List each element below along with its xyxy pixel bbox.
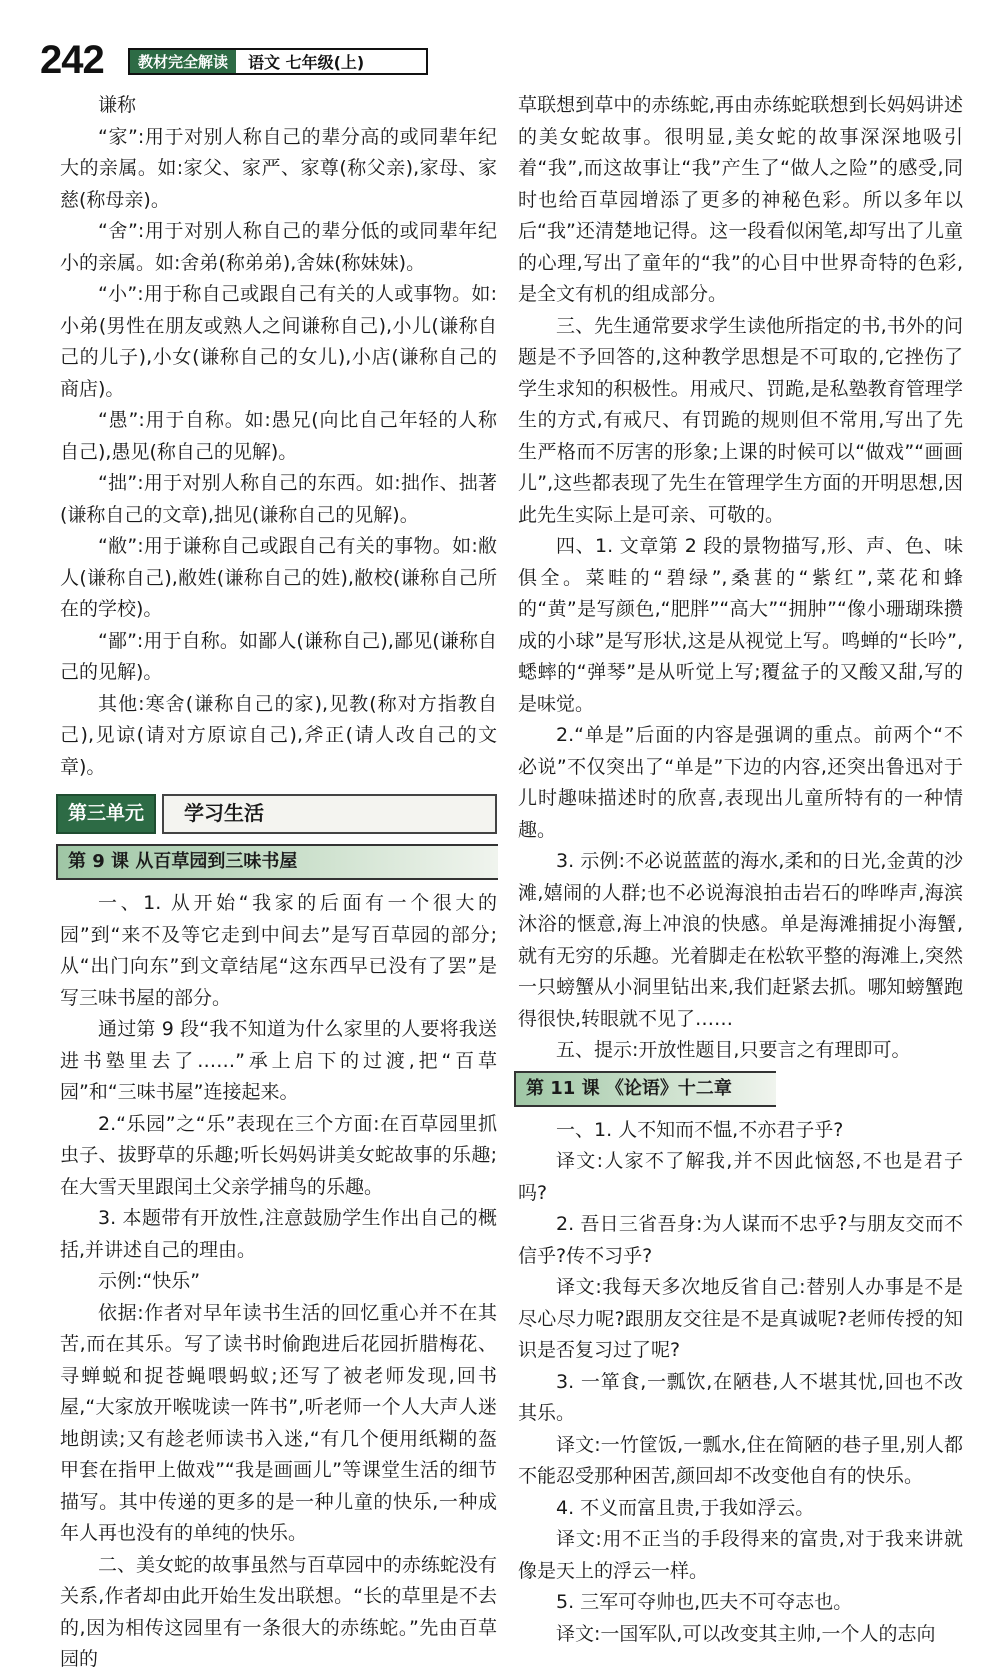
paragraph: 四、1. 文章第 2 段的景物描写,形、声、色、味俱全。菜畦的“碧绿”,桑葚的“紫红”,菜花和蜂的“黄”是写颜色,“肥胖”“高大”“拥肿”“像小珊瑚珠攒成的小球”是写形状,这是从视觉上写。鸣蝉的“长吟”,蟋蟀的“弹琴”是从听觉上写;覆盆子的又酸又甜,写的是味觉。 xyxy=(518,535,963,715)
paragraph: 依据:作者对早年读书生活的回忆重心并不在其苦,而在其乐。写了读书时偷跑进后花园折腊梅花、寻蝉蜕和捉苍蝇喂蚂蚁;还写了被老师发现,回书屋,“大家放开喉咙读一阵书”,听老师一个人大声人迷地朗读;又有趁老师读书入迷,“有几个便用纸糊的盔甲套在指甲上做戏”“我是画画儿”等课堂生活的细节描写。其中传递的更多的是一种儿童的快乐,一种成年人再也没有的单纯的快乐。 xyxy=(60,1301,497,1544)
paragraph: 一、1. 从开始“我家的后面有一个很大的园”到“来不及等它走到中间去”是写百草园的部分;从“出门向东”到文章结尾“这东西早已没有了罢”是写三味书屋的部分。 xyxy=(60,892,497,1009)
paragraph: 5. 三军可夺帅也,匹夫不可夺志也。 xyxy=(556,1591,853,1613)
paragraph: 三、先生通常要求学生读他所指定的书,书外的问题是不予回答的,这种教学思想是不可取的,它挫伤了学生求知的积极性。用戒尺、罚跪,是私塾教育管理学生的方式,有戒尺、有罚跪的规则但不常用,写出了先生严格而不厉害的形象;上课的时候可以“做戏”“画画儿”,这些都表现了先生在管理学生方面的开明思想,因此先生实际上是可亲、可敬的。 xyxy=(518,314,963,526)
paragraph: 译文:人家不了解我,并不因此恼怒,不也是君子吗? xyxy=(518,1150,963,1204)
paragraph: 3. 一箪食,一瓢饮,在陋巷,人不堪其忧,回也不改其乐。 xyxy=(518,1370,963,1424)
left-column xyxy=(60,90,497,1676)
lesson-heading: 第 11 课 《论语》十二章 xyxy=(514,1071,776,1107)
paragraph: 3. 示例:不必说蓝蓝的海水,柔和的日光,金黄的沙滩,嬉闹的人群;也不必说海浪拍击岩石的哗哗声,海滨沐浴的惬意,海上冲浪的快感。单是海滩捕捉小海蟹,就有无穷的乐趣。光着脚走在松软平整的海滩上,突然一只螃蟹从小洞里钻出来,我们赶紧去抓。哪知螃蟹跑得很快,转眼就不见了…… xyxy=(518,850,963,1030)
paragraph: “鄙”:用于自称。如鄙人(谦称自己),鄙见(谦称自己的见解)。 xyxy=(60,629,497,683)
paragraph: 示例:“快乐” xyxy=(98,1270,201,1292)
unit-banner xyxy=(56,794,497,834)
paragraph: “舍”:用于对别人称自己的辈分低的或同辈年纪小的亲属。如:舍弟(称弟弟),舍妹(称妹妹)。 xyxy=(60,220,497,274)
unit-tag: 第三单元 xyxy=(56,794,156,834)
paragraph: 4. 不义而富且贵,于我如浮云。 xyxy=(556,1496,815,1519)
paragraph: 3. 本题带有开放性,注意鼓励学生作出自己的概括,并讲述自己的理由。 xyxy=(60,1207,497,1261)
paragraph: “愚”:用于自称。如:愚兄(向比自己年轻的人称自己),愚见(称自己的见解)。 xyxy=(60,409,497,463)
unit-title: 学习生活 xyxy=(162,794,497,834)
paragraph: 五、提示:开放性题目,只要言之有理即可。 xyxy=(556,1039,911,1061)
paragraph: 译文:用不正当的手段得来的富贵,对于我来讲就像是天上的浮云一样。 xyxy=(518,1528,963,1582)
paragraph: 二、美女蛇的故事虽然与百草园中的赤练蛇没有关系,作者却由此开始生发出联想。“长的草里是不去的,因为相传这园里有一条很大的赤练蛇。”先由百草园的 xyxy=(60,1553,498,1670)
paragraph: “敝”:用于谦称自己或跟自己有关的事物。如:敝人(谦称自己),敝姓(谦称自己的姓),敝校(谦称自己所在的学校)。 xyxy=(60,535,497,620)
paragraph: “拙”:用于对别人称自己的东西。如:拙作、拙著(谦称自己的文章),拙见(谦称自己的见解)。 xyxy=(60,472,497,526)
paragraph: 译文:一国军队,可以改变其主帅,一个人的志向 xyxy=(556,1622,936,1645)
paragraph: 草联想到草中的赤练蛇,再由赤练蛇联想到长妈妈讲述的美女蛇故事。很明显,美女蛇的故事深深地吸引着“我”,而这故事让“我”产生了“做人之险”的感受,同时也给百草园增添了更多的神秘色彩。所以多年以后“我”还清楚地记得。这一段看似闲笔,却写出了儿童的心理,写出了童年的“我”的心目中世界奇特的色彩,是全文有机的组成部分。 xyxy=(518,94,963,305)
paragraph: “小”:用于称自己或跟自己有关的人或事物。如:小弟(男性在朋友或熟人之间谦称自己),小儿(谦称自己的儿子),小女(谦称自己的女儿),小店(谦称自己的商店)。 xyxy=(60,283,497,400)
paragraph: 一、1. 人不知而不愠,不亦君子乎? xyxy=(556,1118,844,1141)
paragraph: 其他:寒舍(谦称自己的家),见教(称对方指教自己),见谅(请对方原谅自己),斧正(请人改自己的文章)。 xyxy=(60,692,497,778)
paragraph: 2.“乐园”之“乐”表现在三个方面:在百草园里抓虫子、拔野草的乐趣;听长妈妈讲美女蛇故事的乐趣;在大雪天里跟闰土父亲学捕鸟的乐趣。 xyxy=(60,1112,497,1198)
page-number: 242 xyxy=(40,38,104,82)
paragraph: 2. 吾日三省吾身:为人谋而不忠乎?与朋友交而不信乎?传不习乎? xyxy=(518,1213,963,1267)
paragraph: 通过第 9 段“我不知道为什么家里的人要将我送进书塾里去了……”承上启下的过渡,把“百草园”和“三味书屋”连接起来。 xyxy=(60,1018,497,1103)
running-header xyxy=(128,48,428,75)
right-column xyxy=(518,90,963,1650)
paragraph: 译文:一竹筐饭,一瓢水,住在简陋的巷子里,别人都不能忍受那种困苦,颜回却不改变他自有的快乐。 xyxy=(518,1433,963,1487)
subject-grade: 语文 七年级(上) xyxy=(248,53,365,72)
series-title: 教材完全解读 xyxy=(130,50,236,73)
lesson-heading: 第 9 课 从百草园到三味书屋 xyxy=(56,844,498,880)
paragraph: 译文:我每天多次地反省自己:替别人办事是不是尽心尽力呢?跟朋友交往是不是真诚呢?老师传授的知识是否复习过了呢? xyxy=(518,1276,963,1361)
paragraph: 谦称 xyxy=(98,94,137,116)
paragraph: “家”:用于对别人称自己的辈分高的或同辈年纪大的亲属。如:家父、家严、家尊(称父亲),家母、家慈(称母亲)。 xyxy=(60,125,497,211)
paragraph: 2.“单是”后面的内容是强调的重点。前两个“不必说”不仅突出了“单是”下边的内容,还突出鲁迅对于儿时趣味描述时的欣喜,表现出儿童所特有的一种情趣。 xyxy=(518,724,963,841)
